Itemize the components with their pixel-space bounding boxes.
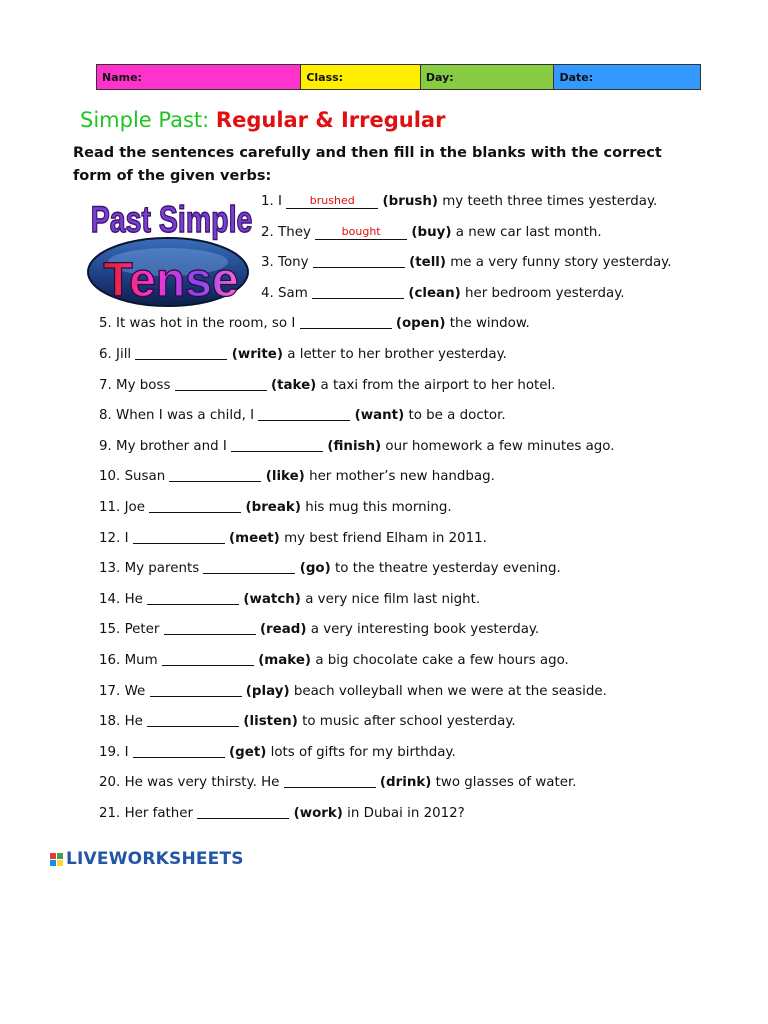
item-sentence-end: my best friend Elham in 2011. (284, 530, 487, 546)
exercise-item (99, 315, 530, 333)
given-verb: (go) (299, 561, 331, 577)
answer-blank[interactable] (231, 438, 323, 452)
given-verb: (watch) (243, 591, 301, 607)
item-sentence-end: a very interesting book yesterday. (310, 622, 540, 638)
given-verb: (brush) (382, 194, 438, 209)
answer-blank[interactable] (135, 346, 227, 360)
answer-blank[interactable] (133, 744, 225, 758)
item-sentence-end: two glasses of water. (435, 775, 577, 791)
liveworksheets-logo[interactable] (50, 849, 244, 869)
given-verb: (open) (395, 316, 446, 332)
title-simple-past: Simple Past: (80, 108, 210, 132)
item-sentence-start: He was very thirsty. He (124, 775, 280, 791)
item-number: 2. (261, 224, 274, 240)
item-sentence-start: My boss (116, 377, 171, 393)
item-number: 19. (99, 744, 121, 760)
item-sentence-end: his mug this morning. (305, 500, 452, 515)
item-sentence-start: He (124, 714, 143, 730)
exercise-item (99, 468, 495, 486)
item-number: 4. (261, 285, 274, 301)
item-number: 13. (99, 561, 121, 577)
given-verb: (meet) (229, 530, 280, 546)
item-sentence-end: beach volleyball when we were at the seaside. (293, 683, 607, 699)
item-number: 14. (99, 591, 121, 607)
exercise-item (99, 407, 506, 425)
given-verb: (write) (231, 347, 283, 362)
exercise-item (99, 438, 615, 456)
worksheet-title (80, 108, 445, 132)
answer-blank[interactable] (147, 591, 239, 605)
exercise-item (261, 254, 671, 272)
answer-blank[interactable] (315, 226, 407, 240)
exercise-item (99, 774, 577, 792)
name-label: Name: (102, 71, 142, 84)
exercise-item (99, 652, 569, 670)
item-sentence-start: My brother and I (116, 438, 227, 454)
item-sentence-end: my teeth three times yesterday. (442, 194, 658, 209)
exercise-item (99, 683, 607, 701)
exercise-item (99, 805, 465, 823)
exercise-item (261, 285, 625, 303)
logo-line2: Tense (103, 254, 239, 307)
item-number: 12. (99, 530, 121, 546)
item-sentence-start: Joe (124, 500, 145, 515)
item-sentence-end: to music after school yesterday. (302, 714, 516, 730)
answer-text: bought (341, 224, 381, 238)
given-verb: (drink) (379, 775, 432, 791)
answer-blank[interactable] (169, 468, 261, 482)
item-sentence-start: I (124, 530, 129, 546)
given-verb: (finish) (327, 438, 382, 454)
exercise-item (99, 713, 516, 731)
answer-blank[interactable] (150, 683, 242, 697)
exercise-item (99, 621, 539, 639)
item-sentence-end: her bedroom yesterday. (465, 285, 625, 301)
answer-blank[interactable] (175, 377, 267, 391)
day-field[interactable] (421, 65, 555, 89)
answer-blank[interactable] (197, 805, 289, 819)
item-sentence-end: a big chocolate cake a few hours ago. (315, 653, 569, 668)
item-sentence-start: He (124, 591, 143, 607)
exercise-item (261, 193, 657, 211)
item-sentence-start: Sam (278, 285, 308, 301)
instructions: Read the sentences carefully and then fill in the blanks with the correct form of the given verbs: (73, 145, 662, 184)
item-sentence-end: a letter to her brother yesterday. (287, 347, 507, 362)
item-sentence-start: When I was a child, I (116, 408, 255, 424)
given-verb: (take) (270, 377, 317, 393)
item-number: 5. (99, 316, 112, 332)
given-verb: (buy) (411, 224, 452, 240)
item-sentence-start: Mum (124, 653, 158, 668)
given-verb: (get) (229, 744, 267, 760)
item-number: 18. (99, 714, 121, 730)
answer-blank[interactable] (313, 254, 405, 268)
item-number: 1. (261, 194, 274, 209)
given-verb: (work) (293, 806, 343, 821)
item-sentence-end: the window. (449, 316, 530, 332)
item-number: 9. (99, 438, 112, 454)
answer-blank[interactable] (258, 407, 350, 421)
exercise-item (99, 560, 561, 578)
item-sentence-end: a taxi from the airport to her hotel. (320, 377, 556, 393)
date-label: Date: (559, 71, 594, 84)
given-verb: (read) (259, 622, 307, 638)
item-number: 21. (99, 806, 121, 821)
answer-blank[interactable] (300, 315, 392, 329)
answer-blank[interactable] (284, 774, 376, 788)
item-sentence-start: It was hot in the room, so I (116, 316, 296, 332)
answer-blank[interactable] (133, 530, 225, 544)
title-regular-irregular: Regular & Irregular (215, 108, 446, 132)
item-sentence-end: me a very funny story yesterday. (450, 255, 672, 271)
answer-blank[interactable] (286, 195, 378, 209)
answer-blank[interactable] (164, 621, 256, 635)
item-number: 17. (99, 683, 121, 699)
item-number: 20. (99, 775, 121, 791)
item-sentence-end: in Dubai in 2012? (347, 806, 465, 821)
liveworksheets-wordmark: LIVEWORKSHEETS (66, 849, 244, 869)
exercise-item (99, 744, 456, 762)
exercise-item (99, 346, 507, 364)
item-sentence-start: Her father (124, 806, 194, 821)
given-verb: (clean) (408, 285, 461, 301)
class-label: Class: (306, 71, 344, 84)
name-field[interactable] (97, 65, 301, 89)
exercise-item (261, 224, 602, 242)
given-verb: (want) (354, 408, 405, 424)
item-number: 7. (99, 377, 112, 393)
item-sentence-start: Susan (124, 469, 166, 485)
item-sentence-end: a new car last month. (455, 224, 602, 240)
item-number: 10. (99, 469, 121, 485)
exercise-item (99, 499, 452, 517)
item-sentence-end: our homework a few minutes ago. (385, 438, 615, 454)
item-number: 11. (99, 500, 121, 515)
item-number: 3. (261, 255, 274, 271)
given-verb: (play) (245, 683, 290, 699)
item-sentence-start: We (124, 683, 146, 699)
exercise-item (99, 377, 555, 395)
answer-blank[interactable] (147, 713, 239, 727)
item-sentence-end: her mother’s new handbag. (309, 469, 495, 485)
item-sentence-start: They (278, 224, 311, 240)
item-sentence-end: a very nice film last night. (305, 591, 481, 607)
item-sentence-start: Jill (116, 347, 132, 362)
item-sentence-start: I (124, 744, 129, 760)
exercise-item (99, 591, 480, 609)
given-verb: (listen) (243, 714, 298, 730)
item-sentence-start: I (278, 194, 282, 209)
past-simple-tense-logo (86, 196, 256, 308)
item-sentence-end: to be a doctor. (408, 408, 506, 424)
given-verb: (like) (265, 469, 305, 485)
answer-text: brushed (309, 194, 355, 207)
exercise-item (99, 530, 487, 548)
given-verb: (make) (258, 653, 312, 668)
item-number: 15. (99, 622, 121, 638)
given-verb: (break) (245, 500, 301, 515)
class-field[interactable] (301, 65, 421, 89)
answer-blank[interactable] (149, 499, 241, 513)
item-sentence-start: My parents (124, 561, 200, 577)
item-number: 16. (99, 653, 121, 668)
item-number: 6. (99, 347, 112, 362)
answer-blank[interactable] (162, 652, 254, 666)
answer-blank[interactable] (203, 560, 295, 574)
liveworksheets-mark-icon (50, 853, 63, 866)
item-sentence-end: to the theatre yesterday evening. (335, 561, 561, 577)
item-sentence-start: Peter (124, 622, 160, 638)
given-verb: (tell) (409, 255, 446, 271)
answer-blank[interactable] (312, 285, 404, 299)
item-sentence-end: lots of gifts for my birthday. (270, 744, 456, 760)
date-field[interactable] (554, 65, 700, 89)
student-info-bar (96, 64, 701, 90)
logo-line1: Past Simple (90, 199, 253, 241)
day-label: Day: (425, 71, 454, 84)
item-sentence-start: Tony (278, 255, 309, 271)
item-number: 8. (99, 408, 112, 424)
